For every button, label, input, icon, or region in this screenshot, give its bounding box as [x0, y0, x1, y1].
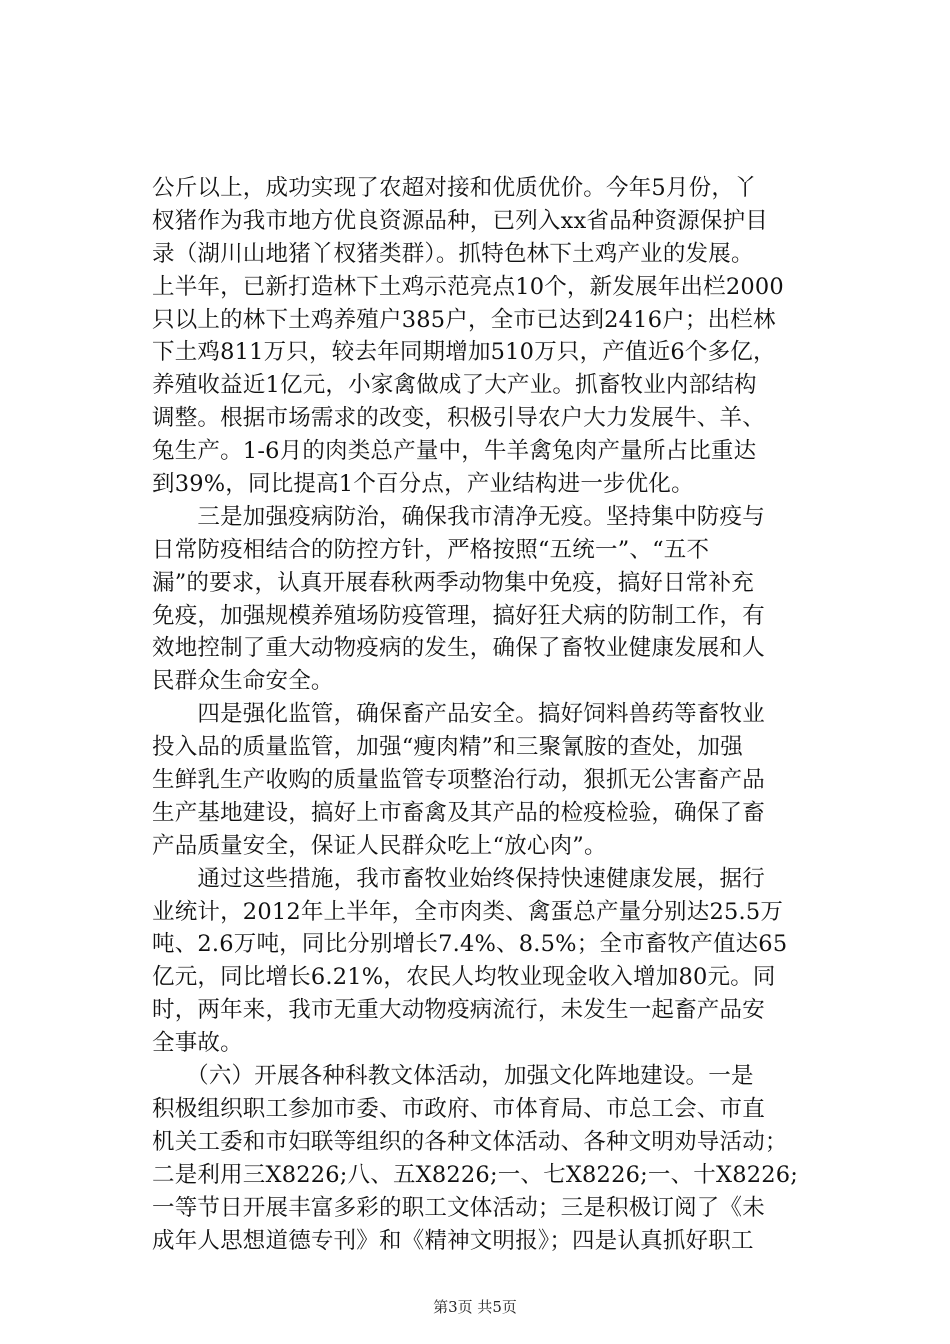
text-line: 积极组织职工参加市委、市政府、市体育局、市总工会、市直: [152, 1095, 765, 1122]
text-line: （六）开展各种科教文体活动，加强文化阵地建设。一是: [152, 1063, 754, 1090]
text-line: 录（湖川山地猪丫杈猪类群）。抓特色林下土鸡产业的发展。: [152, 240, 754, 267]
text-line: 公斤以上，成功实现了农超对接和优质优价。今年5月份，丫: [152, 175, 757, 201]
text-line: 调整。根据市场需求的改变，积极引导农户大力发展牛、羊、: [152, 405, 765, 432]
text-line: 只以上的林下土鸡养殖户385户，全市已达到2416户；出栏林: [152, 306, 776, 333]
text-line: 亿元，同比增长6.21%，农民人均牧业现金收入增加80元。同: [152, 964, 776, 991]
text-line: 四是强化监管，确保畜产品安全。搞好饲料兽药等畜牧业: [152, 701, 765, 728]
text-line: 机关工委和市妇联等组织的各种文体活动、各种文明劝导活动；: [152, 1128, 788, 1155]
text-line: 二是利用三X8226;八、五X8226;一、七X8226;一、十X8226;: [152, 1161, 799, 1188]
text-line: 效地控制了重大动物疫病的发生，确保了畜牧业健康发展和人: [152, 635, 765, 662]
body-text: [152, 172, 832, 1257]
text-line: 投入品的质量监管，加强“瘦肉精”和三聚氰胺的查处，加强: [152, 734, 743, 761]
text-line: 产品质量安全，保证人民群众吃上“放心肉”。: [152, 832, 607, 859]
text-line: 到39%，同比提高1个百分点，产业结构进一步优化。: [152, 471, 694, 498]
text-line: 日常防疫相结合的防控方针，严格按照“五统一”、“五不: [152, 536, 710, 563]
text-line: 通过这些措施，我市畜牧业始终保持快速健康发展，据行: [152, 865, 765, 892]
text-line: 兔生产。1-6月的肉类总产量中，牛羊禽兔肉产量所占比重达: [152, 438, 757, 465]
text-line: 漏”的要求，认真开展春秋两季动物集中免疫，搞好日常补充: [152, 569, 754, 596]
text-line: 免疫，加强规模养殖场防疫管理，搞好狂犬病的防制工作，有: [152, 602, 765, 629]
text-line: 生鲜乳生产收购的质量监管专项整治行动，狠抓无公害畜产品: [152, 767, 765, 794]
text-line: 养殖收益近1亿元，小家禽做成了大产业。抓畜牧业内部结构: [152, 372, 757, 399]
text-line: 下土鸡811万只，较去年同期增加510万只，产值近6个多亿，: [152, 339, 776, 366]
text-line: 时，两年来，我市无重大动物疫病流行，未发生一起畜产品安: [152, 997, 765, 1024]
text-line: 全事故。: [152, 1030, 243, 1057]
text-line: 上半年，已新打造林下土鸡示范亮点10个，新发展年出栏2000: [152, 273, 784, 300]
text-line: 生产基地建设，搞好上市畜禽及其产品的检疫检验，确保了畜: [152, 799, 765, 826]
text-line: 业统计，2012年上半年，全市肉类、禽蛋总产量分别达25.5万: [152, 898, 784, 925]
text-line: 民群众生命安全。: [152, 668, 334, 695]
text-line: 吨、2.6万吨，同比分别增长7.4%、8.5%；全市畜牧产值达65: [152, 931, 788, 958]
text-line: 成年人思想道德专刊》和《精神文明报》；四是认真抓好职工: [152, 1227, 754, 1254]
text-line: 一等节日开展丰富多彩的职工文体活动；三是积极订阅了《未: [152, 1194, 765, 1221]
text-line: 杈猪作为我市地方优良资源品种，已列入xx省品种资源保护目: [152, 207, 768, 234]
page-footer: 第3页 共5页: [433, 1298, 517, 1316]
text-line: 三是加强疫病防治，确保我市清净无疫。坚持集中防疫与: [152, 503, 765, 530]
